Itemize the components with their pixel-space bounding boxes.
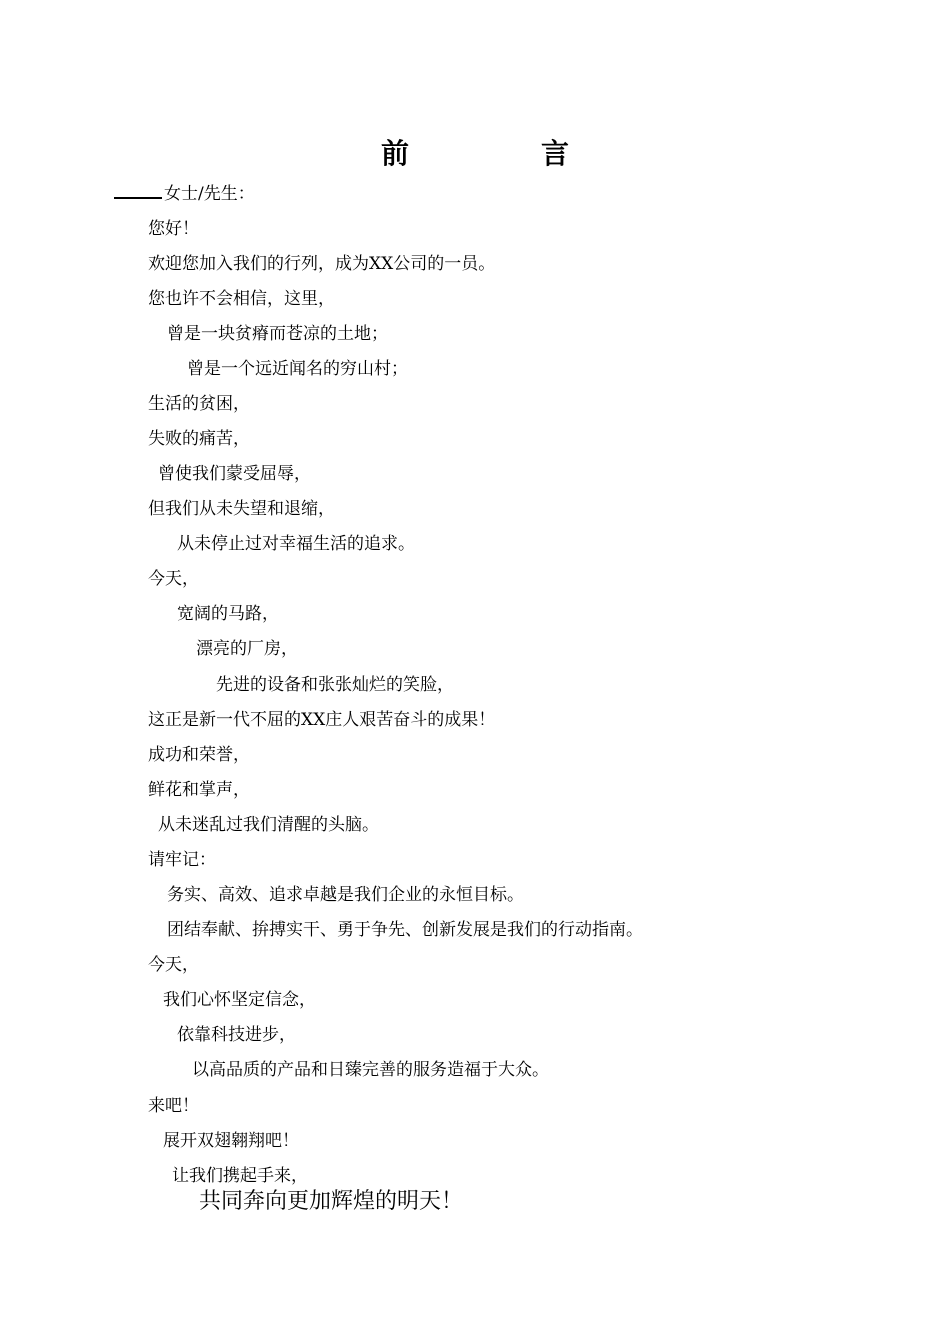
text-line: 以高品质的产品和日臻完善的服务造福于大众。 bbox=[192, 1060, 549, 1080]
text-line: 宽阔的马路， bbox=[177, 604, 279, 624]
text-line: 但我们从未失望和退缩， bbox=[148, 499, 335, 519]
text-line: 曾使我们蒙受屈辱， bbox=[158, 464, 311, 484]
text-line: 漂亮的厂房， bbox=[196, 639, 298, 659]
salutation-text: 女士/先生： bbox=[164, 184, 255, 204]
text-line: 我们心怀坚定信念， bbox=[163, 990, 316, 1010]
text-line: 成功和荣誉， bbox=[148, 745, 250, 765]
text-line: 依靠科技进步， bbox=[177, 1025, 296, 1045]
text-line: 曾是一个远近闻名的穷山村； bbox=[187, 359, 408, 379]
text-line: 从未停止过对幸福生活的追求。 bbox=[177, 534, 415, 554]
text-line: 您好！ bbox=[148, 219, 199, 239]
closing-line: 共同奔向更加辉煌的明天！ bbox=[199, 1189, 464, 1214]
text-line: 来吧！ bbox=[148, 1096, 199, 1116]
text-line: 今天， bbox=[148, 569, 199, 589]
text-line: 让我们携起手来， bbox=[172, 1166, 308, 1186]
text-line: 您也许不会相信，这里， bbox=[148, 289, 335, 309]
text-line: 曾是一块贫瘠而苍凉的土地； bbox=[167, 324, 388, 344]
text-line: 从未迷乱过我们清醒的头脑。 bbox=[158, 815, 379, 835]
text-line: 展开双翅翱翔吧！ bbox=[163, 1131, 299, 1151]
text-line: 先进的设备和张张灿烂的笑脸， bbox=[216, 675, 454, 695]
text-line: 团结奉献、拚搏实干、勇于争先、创新发展是我们的行动指南。 bbox=[167, 920, 643, 940]
text-line: 务实、高效、追求卓越是我们企业的永恒目标。 bbox=[167, 885, 524, 905]
text-line: 失败的痛苦， bbox=[148, 429, 250, 449]
text-line: 今天， bbox=[148, 955, 199, 975]
text-line: 鲜花和掌声， bbox=[148, 780, 250, 800]
text-line: 这正是新一代不屈的XX庄人艰苦奋斗的成果！ bbox=[148, 710, 496, 730]
text-line: 请牢记： bbox=[148, 850, 216, 870]
page-title: 前 言 bbox=[380, 137, 621, 170]
name-blank-line bbox=[114, 183, 162, 199]
salutation bbox=[114, 182, 255, 206]
text-line: 欢迎您加入我们的行列，成为XX公司的一员。 bbox=[148, 254, 496, 274]
text-line: 生活的贫困， bbox=[148, 394, 250, 414]
